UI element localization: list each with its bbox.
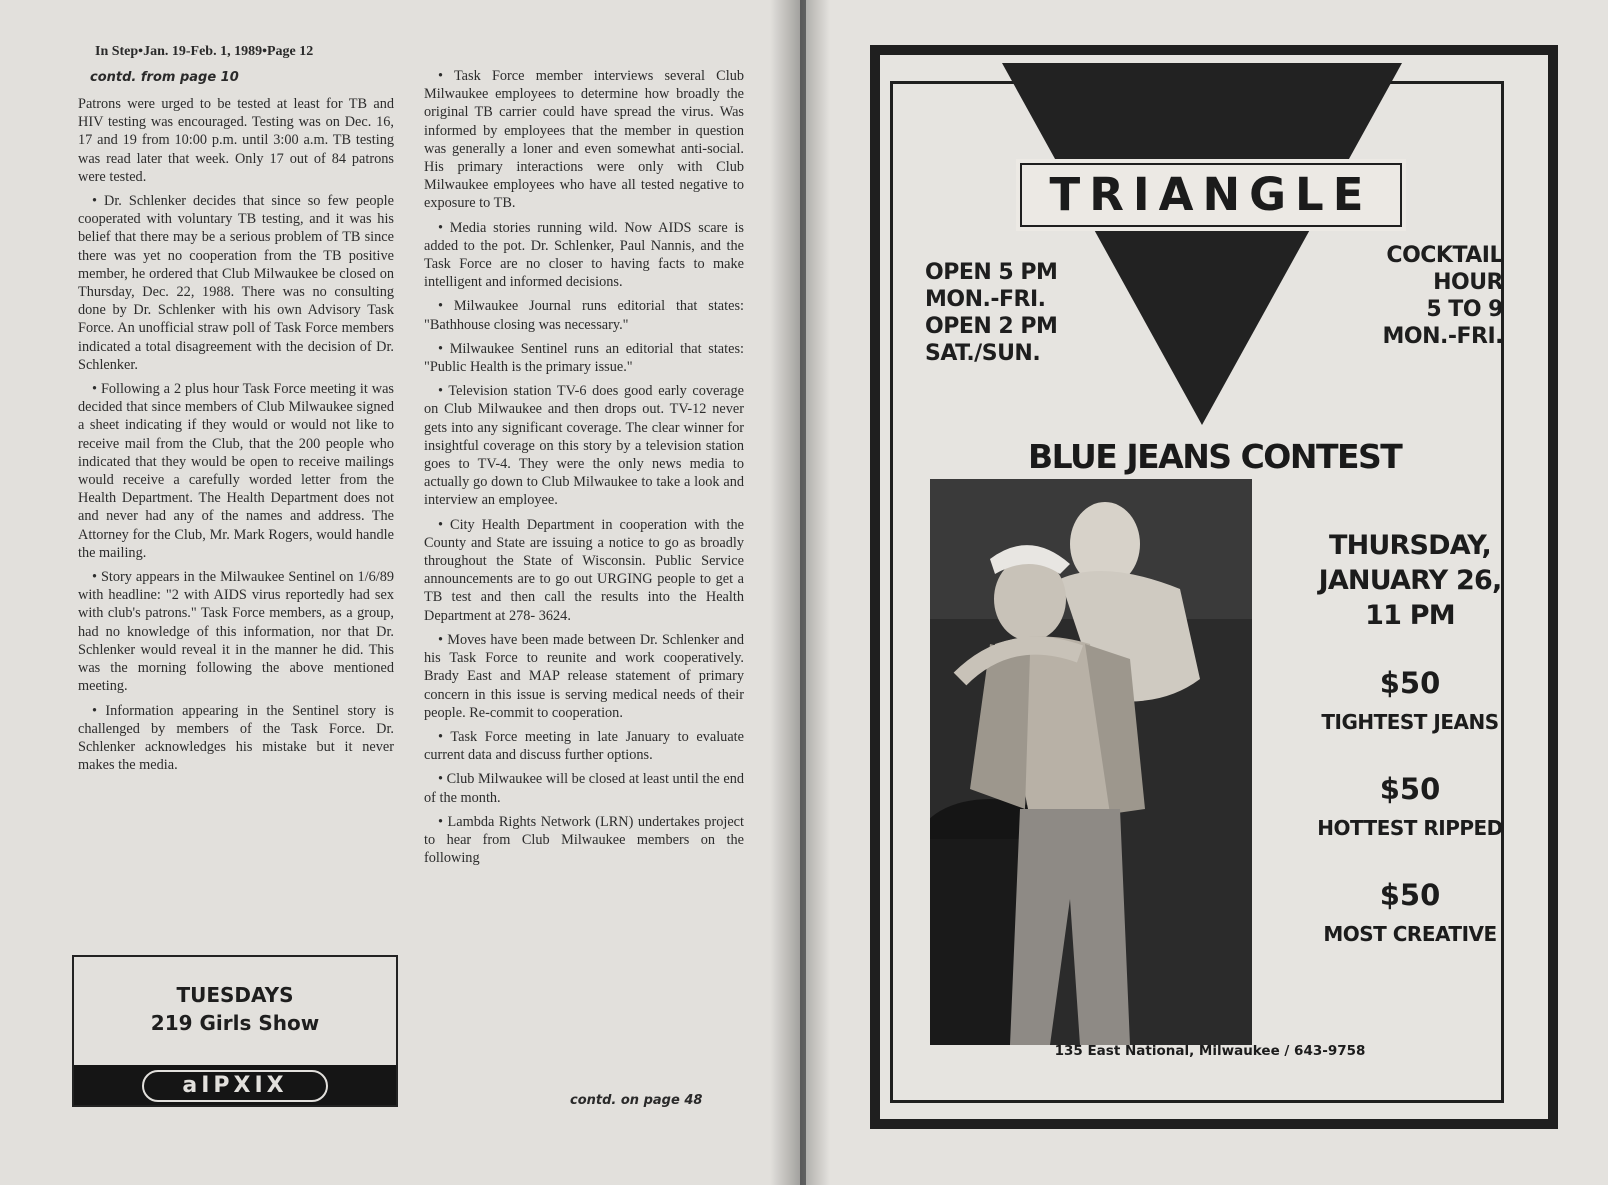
page-gutter [770, 0, 830, 1185]
prize-category: TIGHTEST JEANS [1321, 710, 1499, 734]
contest-date-line: THURSDAY, [1328, 530, 1492, 561]
paragraph: • Television station TV-6 does good early coverage on Club Milwaukee and then drops out. TV-12 never gets into any significant coverage. The clear winner for insightful coverage on this story by a television station goes to TV-4. They were the only news media to actually go down to Club Milwaukee to take a look and interview an employee. [424, 383, 744, 509]
paragraph: • Dr. Schlenker decides that since so few people cooperated with voluntary TB testing, and it was his belief that there may be a serious problem of TB since there was yet no cooperation from the TB positive member, he ordered that Club Milwaukee be closed on Thursday, Dec. 22, 1988. There was no consulting done by Dr. Schlenker with his own Advisory Task Force. An unofficial straw poll of Task Force members indicated a total disagreement with the decision of Dr. Schlenker. [78, 193, 394, 373]
paragraph: • Lambda Rights Network (LRN) undertakes project to hear from Club Milwaukee members on the following [424, 813, 744, 867]
hours-line: MON.-FRI. [925, 287, 1046, 312]
contest-date-line: JANUARY 26, [1318, 565, 1502, 596]
continued-on-label: contd. on page 48 [570, 1093, 703, 1108]
prize-amount: $50 [1379, 772, 1441, 806]
triangle-icon [1002, 63, 1402, 425]
page-folio: In Step•Jan. 19-Feb. 1, 1989•Page 12 [95, 44, 314, 59]
paragraph: • Milwaukee Sentinel runs an editorial that states: "Public Health is the primary issue." [424, 340, 744, 376]
paragraph: • Task Force meeting in late January to evaluate current data and discuss further options. [424, 728, 744, 764]
hours-line: OPEN 2 PM [925, 314, 1058, 339]
paragraph: • Media stories running wild. Now AIDS scare is added to the pot. Dr. Schlenker, Paul Nannis, and the Task Force are no closer to having facts to make intelligent and informed decisions. [424, 219, 744, 291]
contest-title: BLUE JEANS CONTEST [1028, 437, 1402, 476]
prize-amount: $50 [1379, 878, 1441, 912]
ad-219-club [72, 955, 398, 1107]
cocktail-line: COCKTAIL [1386, 243, 1503, 268]
paragraph: • Milwaukee Journal runs editorial that states: "Bathhouse closing was necessary." [424, 298, 744, 333]
paragraph: • City Health Department in cooperation with the County and State are issuing a notice to go as broadly throughout the State of Wisconsin. Public Service announcements are to go out URGING people to get a TB test and then call the results into the Health Department at 278- 3624. [424, 516, 744, 624]
paragraph: • Club Milwaukee will be closed at least until the end of the month. [424, 771, 744, 806]
ad-219-logo: aIPXIX [142, 1070, 328, 1102]
paragraph: • Information appearing in the Sentinel story is challenged by members of the Task Force. Dr. Schlenker acknowledges his mistake but it never makes the media. [78, 702, 394, 774]
photo-illustration [930, 479, 1252, 1045]
prize-amount: $50 [1379, 666, 1441, 700]
continued-from-label: contd. from page 10 [90, 70, 239, 85]
paragraph: • Story appears in the Milwaukee Sentinel on 1/6/89 with headline: "2 with AIDS virus reportedly had sex with club's patrons." Task Force members, as a group, had no knowledge of this information, nor that Dr. Schlenker would reveal it in the manner he did. This was the morning following the above mentioned meeting. [78, 569, 394, 695]
contest-date-line: 11 PM [1365, 600, 1455, 631]
cocktail-line: MON.-FRI. [1382, 324, 1503, 349]
paragraph: • Following a 2 plus hour Task Force meeting it was decided that since members of Club Milwaukee signed a sheet indicating if they would or would not like to receive mail from the Club, that the 200 people who indicated that they would be open to receive mailings would receive a carefully worded letter from the Health Department. The Health Department does not and never had any of the names and address. The Attorney for the Club, Mr. Mark Rogers, would handle the mailing. [78, 381, 394, 561]
cocktail-line: 5 TO 9 [1426, 297, 1503, 322]
article-column-2 [424, 67, 744, 1092]
prize-category: HOTTEST RIPPED [1317, 816, 1503, 840]
cocktail-line: HOUR [1433, 270, 1503, 295]
hours-line: SAT./SUN. [925, 341, 1041, 366]
paragraph: Patrons were urged to be tested at least for TB and HIV testing was encouraged. Testing was on Dec. 16, 17 and 19 from 10:00 p.m. until 3:00 a.m. TB testing was read later that week. Only 17 out of 84 patrons were tested. [78, 96, 394, 185]
prize-category: MOST CREATIVE [1323, 922, 1497, 946]
ad-219-show: 219 Girls Show [150, 1011, 320, 1035]
article-column-1 [78, 95, 394, 945]
contest-photo [930, 479, 1252, 1045]
paragraph: • Moves have been made between Dr. Schlenker and his Task Force to reunite and work cooperatively. Brady East and MAP release statement of primary concern in this issue is serving medical needs of their people. Re-commit to cooperation. [424, 631, 744, 721]
bar-name: TRIANGLE [1020, 163, 1402, 227]
hours-line: OPEN 5 PM [925, 260, 1058, 285]
paragraph: • Task Force member interviews several Club Milwaukee employees to determine how broadly the original TB carrier could have spread the virus. Was informed by employees that the member in question was generally a loner and even somewhat anti-social. His primary interactions were only with Club Milwaukee employees who have all tested negative to exposure to TB. [424, 68, 744, 212]
ad-219-day: TUESDAYS [176, 983, 294, 1007]
ad-219-logo-band [74, 1065, 396, 1105]
bar-address: 135 East National, Milwaukee / 643-9758 [1054, 1043, 1366, 1059]
